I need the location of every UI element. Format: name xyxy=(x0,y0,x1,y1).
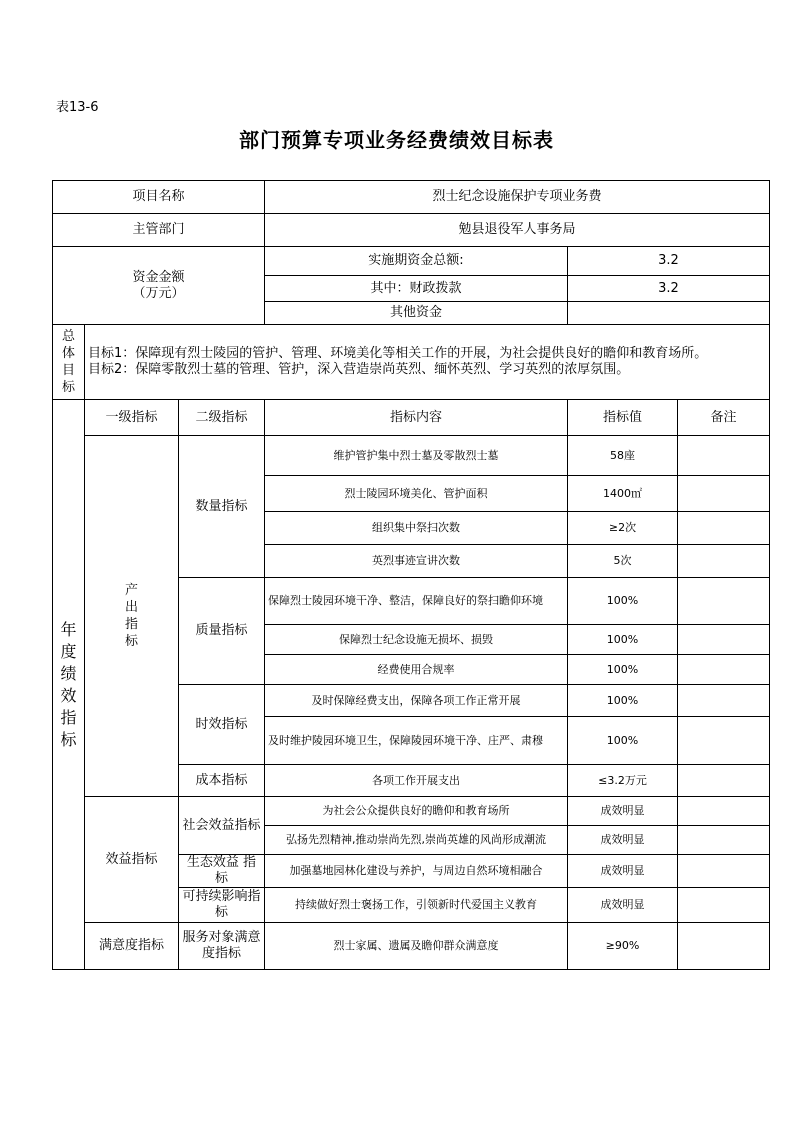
indicator-note xyxy=(678,512,770,545)
performance-table xyxy=(52,180,770,970)
indicator-content: 加强墓地园林化建设与养护，与周边自然环境相融合 xyxy=(265,855,568,888)
indicator-content: 各项工作开展支出 xyxy=(265,765,568,797)
indicator-value: ≤3.2万元 xyxy=(568,765,678,797)
indicator-value: 1400㎡ xyxy=(568,476,678,512)
indicator-note xyxy=(678,923,770,970)
indicator-value: 成效明显 xyxy=(568,888,678,923)
overall-goal-row xyxy=(53,325,770,400)
indicator-content: 烈士家属、遗属及瞻仰群众满意度 xyxy=(265,923,568,970)
funds-total-row xyxy=(53,247,770,276)
social-label: 社会效益指标 xyxy=(179,797,265,855)
indicator-content: 英烈事迹宣讲次数 xyxy=(265,545,568,578)
project-row xyxy=(53,181,770,214)
goal-1: 目标1：保障现有烈士陵园的管护、管理、环境美化等相关工作的开展，为社会提供良好的瞻仰和教育场所。 xyxy=(88,346,708,361)
header-content: 指标内容 xyxy=(265,400,568,436)
indicator-note xyxy=(678,797,770,826)
cost-label: 成本指标 xyxy=(179,765,265,797)
indicator-value: 成效明显 xyxy=(568,855,678,888)
funds-unit: （万元） xyxy=(132,285,185,301)
output-label-cell xyxy=(85,436,179,797)
overall-goals xyxy=(85,325,770,400)
page-title: 部门预算专项业务经费绩效目标表 xyxy=(239,128,554,152)
dept-label: 主管部门 xyxy=(53,214,265,247)
indicator-value: 100% xyxy=(568,625,678,655)
indicator-content: 组织集中祭扫次数 xyxy=(265,512,568,545)
dept-value: 勉县退役军人事务局 xyxy=(265,214,770,247)
funds-other-value xyxy=(568,302,770,325)
funds-total-label: 实施期资金总额: xyxy=(265,247,568,276)
funds-label: 资金金额 xyxy=(132,269,185,285)
indicator-row xyxy=(53,436,770,476)
indicator-row xyxy=(53,797,770,826)
indicator-note xyxy=(678,655,770,685)
indicator-content: 烈士陵园环境美化、管护面积 xyxy=(265,476,568,512)
dept-row xyxy=(53,214,770,247)
indicator-content: 保障烈士纪念设施无损坏、损毁 xyxy=(265,625,568,655)
annual-label: 年度绩效指标 xyxy=(60,619,77,749)
indicator-content: 经费使用合规率 xyxy=(265,655,568,685)
funds-label-cell xyxy=(53,247,265,325)
header-row xyxy=(53,400,770,436)
indicator-note xyxy=(678,625,770,655)
indicator-value: ≥2次 xyxy=(568,512,678,545)
indicator-note xyxy=(678,855,770,888)
project-label: 项目名称 xyxy=(53,181,265,214)
output-label: 产出指标 xyxy=(124,583,138,649)
project-value: 烈士纪念设施保护专项业务费 xyxy=(265,181,770,214)
indicator-content: 维护管护集中烈士墓及零散烈士墓 xyxy=(265,436,568,476)
indicator-value: 100% xyxy=(568,655,678,685)
indicator-value: 58座 xyxy=(568,436,678,476)
header-level2: 二级指标 xyxy=(179,400,265,436)
funds-fiscal-value: 3.2 xyxy=(568,276,770,302)
indicator-note xyxy=(678,765,770,797)
indicator-note xyxy=(678,888,770,923)
goal-2: 目标2：保障零散烈士墓的管理、管护，深入营造崇尚英烈、缅怀英烈、学习英烈的浓厚氛围。 xyxy=(88,362,630,377)
indicator-note xyxy=(678,717,770,765)
indicator-value: 100% xyxy=(568,685,678,717)
timeliness-label: 时效指标 xyxy=(179,685,265,765)
indicator-content: 为社会公众提供良好的瞻仰和教育场所 xyxy=(265,797,568,826)
indicator-note xyxy=(678,826,770,855)
header-note: 备注 xyxy=(678,400,770,436)
header-level1: 一级指标 xyxy=(85,400,179,436)
indicator-note xyxy=(678,436,770,476)
indicator-content: 持续做好烈士褒扬工作，引领新时代爱国主义教育 xyxy=(265,888,568,923)
indicator-note xyxy=(678,578,770,625)
indicator-value: 100% xyxy=(568,578,678,625)
quantity-label: 数量指标 xyxy=(179,436,265,578)
overall-label: 总体目标 xyxy=(61,329,75,395)
indicator-value: 成效明显 xyxy=(568,826,678,855)
indicator-content: 及时保障经费支出，保障各项工作正常开展 xyxy=(265,685,568,717)
eco-label: 生态效益 指标 xyxy=(179,855,265,888)
funds-fiscal-label: 其中：财政拨款 xyxy=(265,276,568,302)
indicator-value: ≥90% xyxy=(568,923,678,970)
annual-label-cell xyxy=(53,400,85,970)
indicator-row xyxy=(53,923,770,970)
indicator-note xyxy=(678,685,770,717)
benefit-label: 效益指标 xyxy=(85,797,179,923)
indicator-content: 弘扬先烈精神,推动崇尚先烈,崇尚英雄的风尚形成潮流 xyxy=(265,826,568,855)
sustain-label: 可持续影响指标 xyxy=(179,888,265,923)
indicator-value: 5次 xyxy=(568,545,678,578)
funds-total-value: 3.2 xyxy=(568,247,770,276)
indicator-note xyxy=(678,545,770,578)
satisfaction-label: 满意度指标 xyxy=(85,923,179,970)
indicator-value: 100% xyxy=(568,717,678,765)
indicator-note xyxy=(678,476,770,512)
overall-label-cell xyxy=(53,325,85,400)
table-number: 表13-6 xyxy=(56,100,99,115)
header-value: 指标值 xyxy=(568,400,678,436)
service-label: 服务对象满意度指标 xyxy=(179,923,265,970)
indicator-content: 及时维护陵园环境卫生，保障陵园环境干净、庄严、肃穆 xyxy=(265,717,568,765)
funds-other-label: 其他资金 xyxy=(265,302,568,325)
indicator-value: 成效明显 xyxy=(568,797,678,826)
quality-label: 质量指标 xyxy=(179,578,265,685)
indicator-content: 保障烈士陵园环境干净、整洁，保障良好的祭扫瞻仰环境 xyxy=(265,578,568,625)
